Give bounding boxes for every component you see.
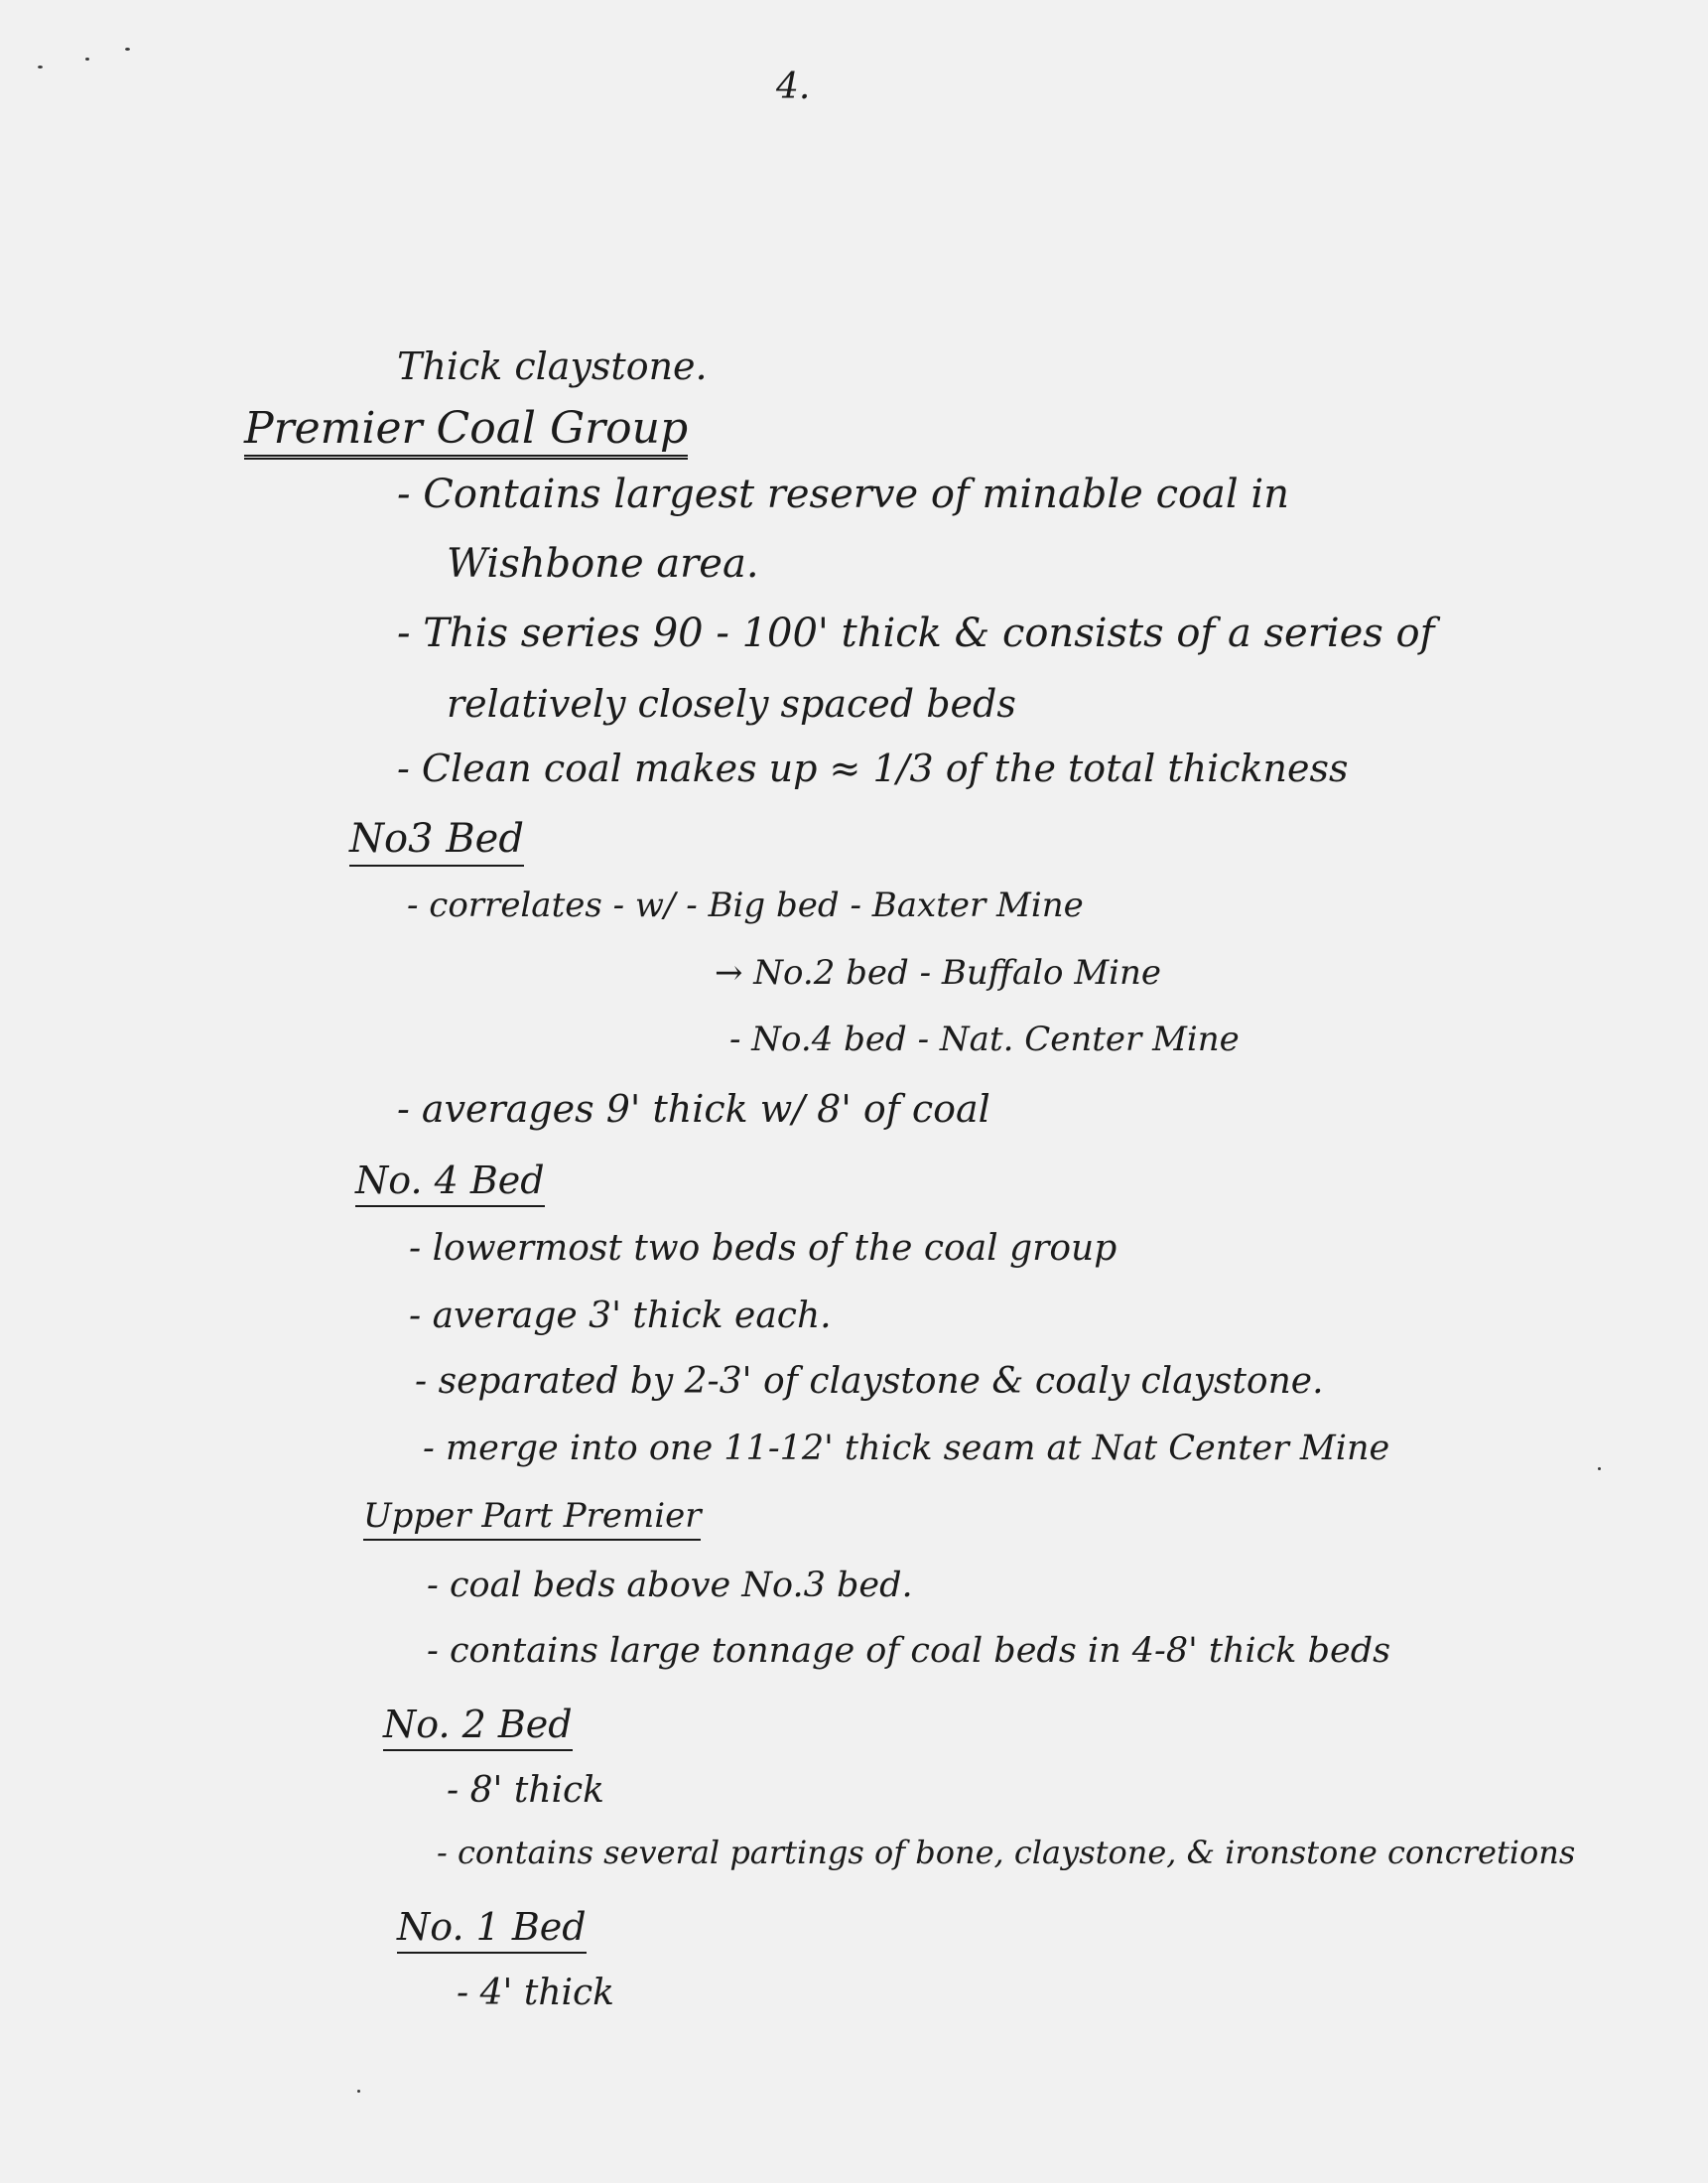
scan-speck [1598, 1467, 1601, 1470]
scan-speck [38, 66, 43, 68]
note-line-12: - averages 9' thick w/ 8' of coal [397, 1087, 990, 1131]
heading-upper-part-premier: Upper Part Premier [363, 1499, 701, 1541]
note-line-04: Wishbone area. [447, 541, 759, 587]
note-line-11: - No.4 bed - Nat. Center Mine [729, 1020, 1240, 1059]
note-line-07: - Clean coal makes up ≈ 1/3 of the total thickness [397, 747, 1349, 790]
note-line-01: Thick claystone. [397, 344, 708, 388]
scan-speck [357, 2090, 360, 2093]
note-line-20: - contains large tonnage of coal beds in 4-8' thick beds [427, 1631, 1391, 1671]
heading-no4-bed: No. 4 Bed [355, 1161, 545, 1207]
note-line-15: - average 3' thick each. [409, 1296, 832, 1336]
note-line-17: - merge into one 11-12' thick seam at Nat Center Mine [423, 1429, 1390, 1468]
scan-speck [125, 48, 130, 51]
note-line-22: - 8' thick [447, 1770, 604, 1811]
note-line-10: → No.2 bed - Buffalo Mine [715, 953, 1162, 993]
note-line-14: - lowermost two beds of the coal group [409, 1228, 1117, 1269]
note-line-23: - contains several partings of bone, claystone, & ironstone concretions [437, 1834, 1576, 1871]
heading-no3-bed: No3 Bed [349, 819, 524, 867]
heading-premier-coal-group: Premier Coal Group [244, 407, 688, 460]
note-line-19: - coal beds above No.3 bed. [427, 1566, 913, 1605]
note-line-16: - separated by 2-3' of claystone & coaly claystone. [415, 1361, 1324, 1402]
note-line-06: relatively closely spaced beds [447, 682, 1016, 726]
page-number: 4. [776, 67, 811, 107]
note-line-25: - 4' thick [457, 1973, 614, 2013]
note-line-05: - This series 90 - 100' thick & consists of a series of [397, 611, 1435, 656]
scan-speck [85, 58, 89, 61]
heading-no2-bed: No. 2 Bed [383, 1705, 573, 1751]
note-line-09: - correlates - w/ - Big bed - Baxter Mine [407, 886, 1084, 925]
note-line-03: - Contains largest reserve of minable coal in [397, 472, 1289, 517]
heading-no1-bed: No. 1 Bed [397, 1908, 587, 1954]
